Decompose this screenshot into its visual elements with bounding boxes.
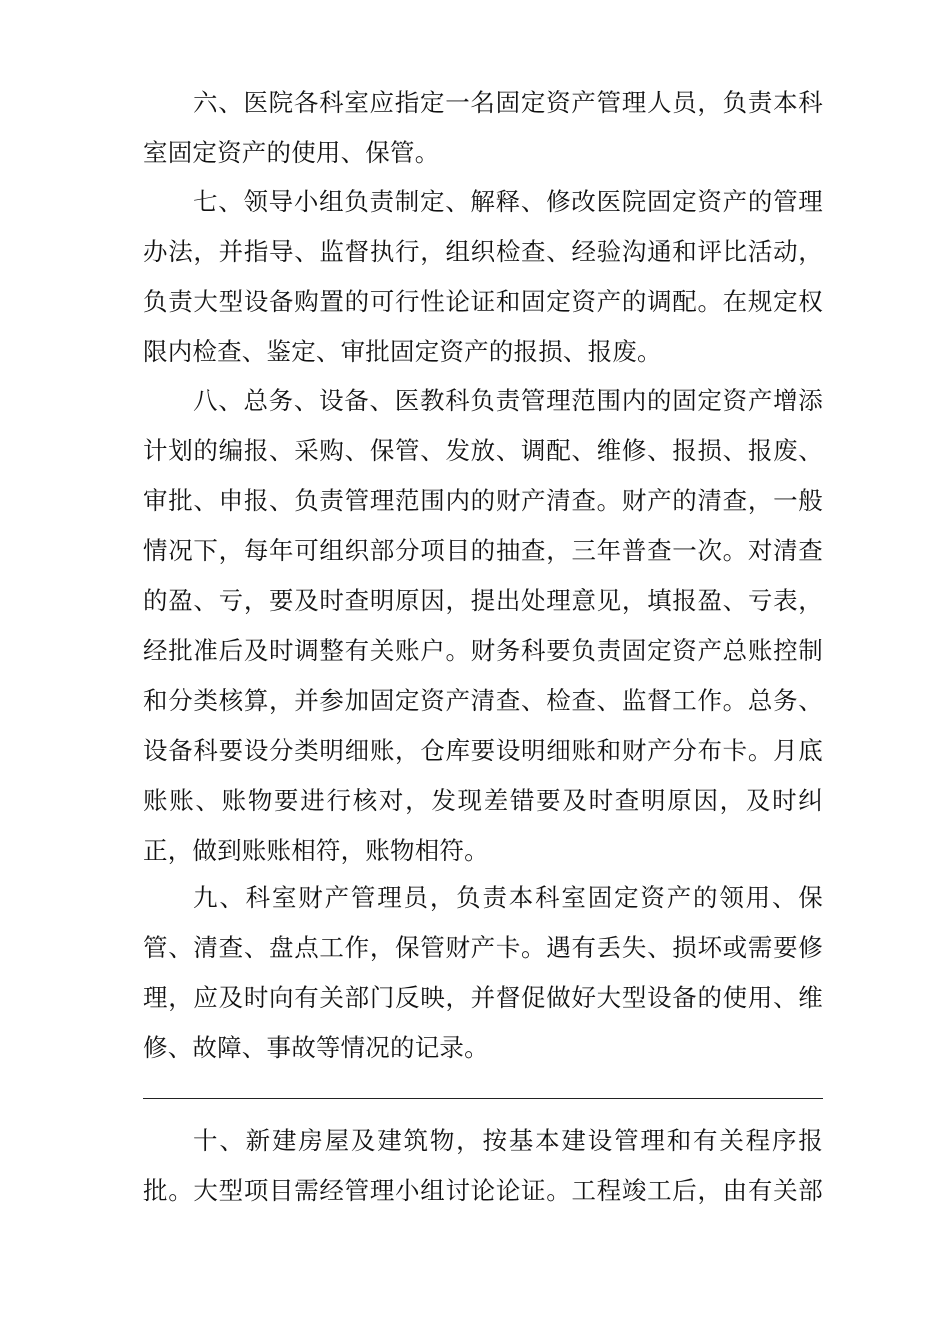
- text-line: 经批准后及时调整有关账户。财务科要负责固定资产总账控制: [143, 636, 823, 665]
- paragraph-7: [143, 177, 823, 377]
- text-line: 的盈、亏，要及时查明原因，提出处理意见，填报盈、亏表，: [143, 586, 823, 615]
- page-break-divider: [143, 1098, 823, 1099]
- text-line: 九、科室财产管理员，负责本科室固定资产的领用、保: [193, 883, 823, 912]
- text-line: 室固定资产的使用、保管。: [143, 138, 440, 167]
- text-line: 计划的编报、采购、保管、发放、调配、维修、报损、报废、: [143, 436, 823, 465]
- text-line: 正，做到账账相符，账物相符。: [143, 836, 489, 865]
- text-line: 限内检查、鉴定、审批固定资产的报损、报废。: [143, 337, 662, 366]
- text-line: 账账、账物要进行核对，发现差错要及时查明原因，及时纠: [143, 786, 823, 815]
- paragraph-6: [143, 78, 823, 178]
- paragraph-9: [143, 873, 823, 1073]
- text-line: 理，应及时向有关部门反映，并督促做好大型设备的使用、维: [143, 983, 823, 1012]
- text-line: 八、总务、设备、医教科负责管理范围内的固定资产增添: [193, 386, 823, 415]
- text-line: 管、清查、盘点工作，保管财产卡。遇有丢失、损坏或需要修: [143, 933, 823, 962]
- paragraph-10: [143, 1116, 823, 1216]
- text-line: 负责大型设备购置的可行性论证和固定资产的调配。在规定权: [143, 287, 823, 316]
- text-line: 和分类核算，并参加固定资产清查、检查、监督工作。总务、: [143, 686, 823, 715]
- text-line: 设备科要设分类明细账，仓库要设明细账和财产分布卡。月底: [143, 736, 823, 765]
- text-line: 七、领导小组负责制定、解释、修改医院固定资产的管理: [193, 187, 823, 216]
- text-line: 十、新建房屋及建筑物，按基本建设管理和有关程序报: [193, 1126, 823, 1155]
- text-line: 办法，并指导、监督执行，组织检查、经验沟通和评比活动，: [143, 237, 823, 266]
- text-line: 审批、申报、负责管理范围内的财产清查。财产的清查，一般: [143, 486, 823, 515]
- text-line: 六、医院各科室应指定一名固定资产管理人员，负责本科: [193, 88, 823, 117]
- text-line: 修、故障、事故等情况的记录。: [143, 1033, 489, 1062]
- paragraph-8: [143, 376, 823, 876]
- text-line: 情况下，每年可组织部分项目的抽查，三年普查一次。对清查: [143, 536, 823, 565]
- text-line: 批。大型项目需经管理小组讨论论证。工程竣工后，由有关部: [143, 1176, 823, 1205]
